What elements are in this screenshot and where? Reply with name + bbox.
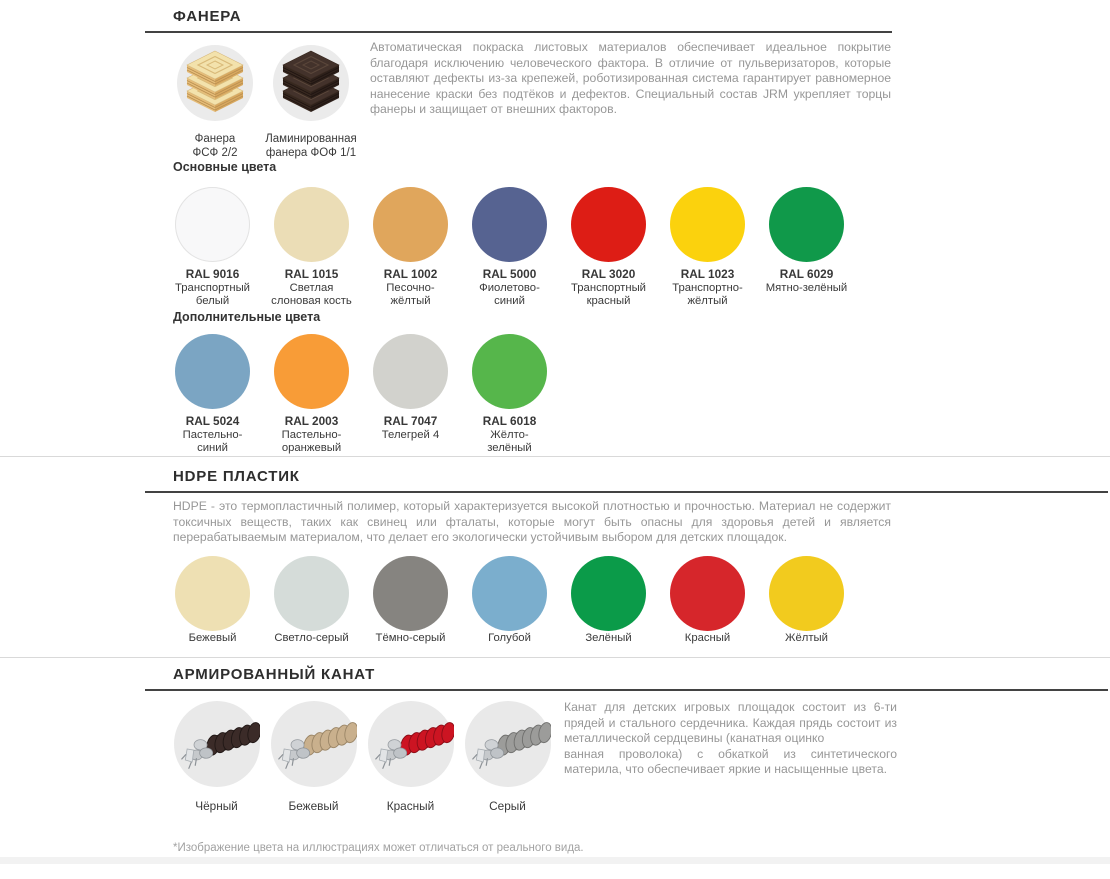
color-name — [571, 282, 646, 308]
color-circle — [571, 187, 646, 262]
color-circle — [472, 187, 547, 262]
color-circle — [373, 556, 448, 631]
color-name-line: Транспортный — [175, 282, 250, 294]
main-colors-row — [163, 187, 856, 308]
rope-sample-label: Чёрный — [195, 799, 238, 813]
ral-code: RAL 5000 — [482, 267, 537, 281]
color-name-line: синий — [494, 295, 525, 308]
color-name-line: Телегрей 4 — [381, 429, 440, 441]
color-circle — [670, 556, 745, 631]
color-name-line: Зелёный — [585, 632, 632, 644]
color-name-line: Светло-серый — [274, 632, 349, 644]
color-name — [183, 429, 243, 455]
color-swatch — [262, 187, 361, 308]
plywood-fof-figure — [246, 45, 376, 160]
color-name — [175, 282, 250, 308]
rope-sample — [265, 701, 362, 813]
color-swatch — [361, 187, 460, 308]
hdpe-header-rule — [145, 491, 1108, 493]
color-name-line: Транспортный — [571, 282, 646, 294]
color-swatch — [559, 187, 658, 308]
color-name — [271, 282, 352, 308]
color-swatch — [361, 556, 460, 645]
color-name-line: слоновая кость — [271, 295, 352, 308]
color-swatch — [262, 556, 361, 645]
plywood-fsf-image — [177, 45, 253, 126]
color-name-line: зелёный — [487, 442, 532, 455]
color-swatch — [658, 556, 757, 645]
color-name-line: Жёлто- — [490, 429, 529, 441]
plywood-sample-label — [193, 132, 238, 160]
color-circle — [769, 556, 844, 631]
ral-code: RAL 7047 — [383, 414, 438, 428]
additional-colors-heading: Дополнительные цвета — [173, 310, 321, 324]
color-name-line: Песочно- — [386, 282, 435, 294]
color-circle — [472, 556, 547, 631]
color-name-line: жёлтый — [687, 295, 728, 308]
color-circle — [373, 334, 448, 409]
section-divider — [0, 456, 1110, 457]
rope-image — [174, 701, 260, 792]
footnote: *Изображение цвета на иллюстрациях может отличаться от реального вида. — [173, 842, 584, 854]
bottom-strip — [0, 857, 1110, 864]
rope-sample — [362, 701, 459, 813]
color-circle — [175, 187, 250, 262]
color-name — [766, 282, 848, 295]
rope-description — [564, 700, 897, 778]
color-name-line: красный — [586, 295, 631, 308]
color-name-line: Пастельно- — [281, 429, 342, 441]
additional-colors-row — [163, 334, 559, 455]
plywood-fof-image — [273, 45, 349, 126]
ral-code: RAL 9016 — [185, 267, 240, 281]
hdpe-section-title: HDPE ПЛАСТИК — [173, 468, 300, 485]
color-swatch — [361, 334, 460, 455]
hdpe-description: HDPE - это термопластичный полимер, который характеризуется высокой плотностью и прочностью. Материал не содержит токсичных веществ, таких как свинец или фталаты, которые могут быть опасны для здоровья детей и является перерабатываемым материалом, что делает его экологически устойчивым выбором для детских площадок. — [173, 499, 891, 544]
plywood-sample-label-line: фанера ФОФ 1/1 — [265, 147, 357, 159]
rope-samples-row — [168, 701, 556, 813]
color-name — [585, 632, 631, 645]
color-name-line: Бежевый — [188, 632, 237, 644]
color-swatch — [757, 187, 856, 308]
color-name — [479, 282, 540, 308]
plywood-header-rule — [145, 31, 892, 33]
color-name — [382, 429, 439, 442]
color-swatch — [163, 334, 262, 455]
color-name — [282, 429, 342, 455]
color-name — [488, 632, 531, 645]
ral-code: RAL 5024 — [185, 414, 240, 428]
ral-code: RAL 1002 — [383, 267, 438, 281]
plywood-description: Автоматическая покраска листовых материалов обеспечивает идеальное покрытие благодаря исключению человеческого фактора. В отличие от пульверизаторов, которые оставляют дефекты из-за крепежей, роботизированная система гарантирует равномерное нанесение краски без подтёков и дефектов. Специальный состав JRM укрепляет торцы фанеры и защищает от внешних факторов. — [370, 40, 891, 116]
rope-image — [465, 701, 551, 792]
rope-section-title: АРМИРОВАННЫЙ КАНАТ — [173, 666, 376, 683]
section-divider — [0, 657, 1110, 658]
color-name — [274, 632, 348, 645]
color-swatch — [559, 556, 658, 645]
color-name — [672, 282, 743, 308]
color-name — [685, 632, 730, 645]
main-colors-heading: Основные цвета — [173, 160, 277, 174]
plywood-sample-label-line: ФСФ 2/2 — [192, 147, 238, 159]
color-circle — [175, 556, 250, 631]
color-swatch — [460, 187, 559, 308]
plywood-sample-label-line: Ламинированная — [265, 133, 357, 145]
plywood-section-title: ФАНЕРА — [173, 8, 242, 25]
color-swatch — [163, 556, 262, 645]
rope-description-line1: Канат для детских игровых площадок состоит из 6-ти прядей и стального сердечника. Каждая прядь состоит из металлической сердцевины (канатная оцинко — [564, 700, 897, 745]
color-name — [189, 632, 237, 645]
color-swatch — [163, 187, 262, 308]
color-swatch — [262, 334, 361, 455]
color-circle — [175, 334, 250, 409]
color-circle — [274, 334, 349, 409]
rope-sample-label: Серый — [489, 799, 526, 813]
color-name-line: Фиолетово- — [479, 282, 540, 294]
color-name — [487, 429, 532, 455]
color-name-line: синий — [197, 442, 228, 455]
color-circle — [571, 556, 646, 631]
rope-header-rule — [145, 689, 1108, 691]
color-name-line: Жёлтый — [785, 632, 828, 644]
color-swatch — [460, 334, 559, 455]
rope-sample-label: Красный — [386, 799, 435, 813]
rope-image — [271, 701, 357, 792]
color-circle — [769, 187, 844, 262]
color-name — [376, 632, 446, 645]
color-name-line: Красный — [684, 632, 731, 644]
color-circle — [472, 334, 547, 409]
color-circle — [274, 187, 349, 262]
rope-sample — [459, 701, 556, 813]
plywood-sample-label-line: Фанера — [194, 133, 236, 145]
color-name — [785, 632, 828, 645]
ral-code: RAL 3020 — [581, 267, 636, 281]
hdpe-colors-row — [163, 556, 856, 645]
color-name-line: оранжевый — [281, 442, 342, 455]
ral-code: RAL 6029 — [779, 267, 834, 281]
color-swatch — [757, 556, 856, 645]
color-name-line: Транспортно- — [672, 282, 743, 294]
rope-sample — [168, 701, 265, 813]
ral-code: RAL 1023 — [680, 267, 735, 281]
color-name-line: жёлтый — [390, 295, 431, 308]
color-name-line: Мятно-зелёный — [765, 282, 848, 294]
color-circle — [670, 187, 745, 262]
color-name — [386, 282, 434, 308]
color-name-line: Светлая — [289, 282, 334, 294]
rope-sample-label: Бежевый — [288, 799, 339, 813]
color-name-line: Голубой — [488, 632, 531, 644]
ral-code: RAL 1015 — [284, 267, 339, 281]
ral-code: RAL 6018 — [482, 414, 537, 428]
rope-image — [368, 701, 454, 792]
plywood-sample-label — [265, 132, 357, 160]
color-name-line: Пастельно- — [182, 429, 243, 441]
color-name-line: Тёмно-серый — [375, 632, 446, 644]
color-name-line: белый — [195, 295, 230, 308]
ral-code: RAL 2003 — [284, 414, 339, 428]
color-swatch — [460, 556, 559, 645]
rope-description-line2: ванная проволока) с обкаткой из синтетического материла, что обеспечивает яркие и насыщенные цвета. — [564, 746, 897, 776]
color-circle — [274, 556, 349, 631]
color-circle — [373, 187, 448, 262]
color-swatch — [658, 187, 757, 308]
